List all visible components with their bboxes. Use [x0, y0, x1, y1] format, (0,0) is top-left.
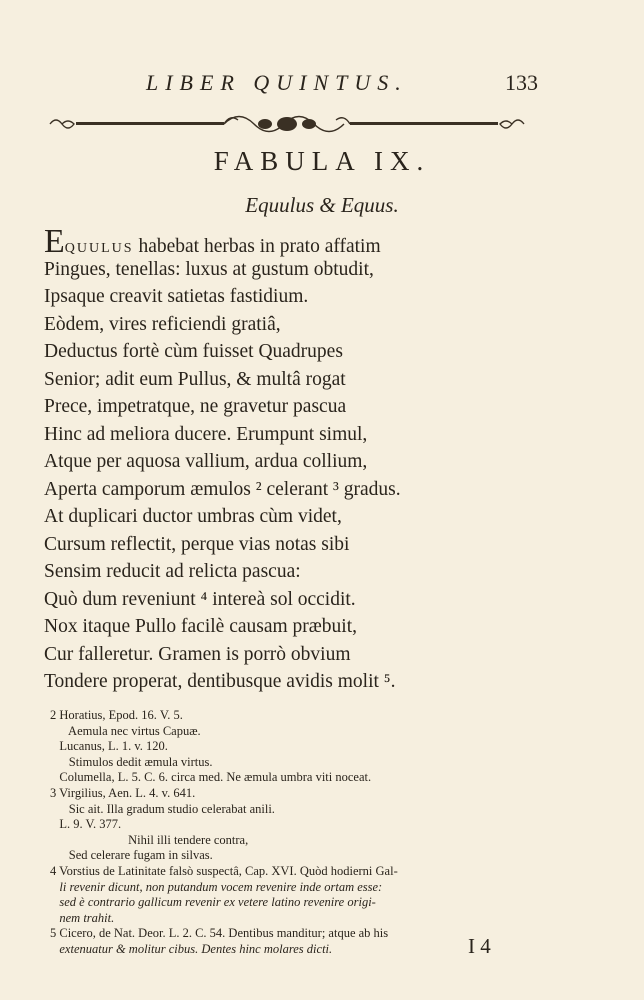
verse-line: Tondere properat, dentibusque avidis molit ⁵.: [44, 671, 396, 692]
footnote-line: 2 Horatius, Epod. 16. V. 5.: [50, 708, 183, 722]
footnote-line: Columella, L. 5. C. 6. circa med. Ne æmula umbra viti noceat.: [50, 770, 372, 785]
verse-line: At duplicari ductor umbras cùm videt,: [44, 506, 342, 527]
verse-line: Hinc ad meliora ducere. Erumpunt simul,: [44, 423, 368, 445]
footnote-line: Sic ait. Illa gradum studio celerabat anili.: [50, 801, 275, 816]
verse-line: Eòdem, vires reficiendi gratiâ,: [44, 313, 281, 335]
footnote-line: Stimulos dedit æmula virtus.: [50, 754, 213, 769]
first-line-text: habebat herbas in prato affatim: [133, 236, 381, 257]
running-head-title: LIBER QUINTUS.: [146, 70, 408, 95]
verse-line: Ipsaque creavit satietas fastidium.: [44, 286, 309, 307]
footnote-line: Aemula nec virtus Capuæ.: [50, 723, 201, 738]
running-head: [0, 70, 644, 100]
footnote-line: li revenir dicunt, non putandum vocem revenire inde ortam esse:: [50, 879, 383, 894]
footnote-line: Sed celerare fugam in silvas.: [50, 848, 213, 863]
footnote-line: Nihil illi tendere contra,: [50, 832, 249, 847]
first-word-smallcaps: QUULUS: [64, 241, 134, 256]
page-number: 133: [505, 70, 538, 95]
fable-subtitle: Equulus & Equus.: [245, 193, 399, 217]
verse-line: Nox itaque Pullo facilè causam præbuit,: [44, 616, 358, 637]
footnote-line: Lucanus, L. 1. v. 120.: [50, 739, 168, 754]
verse-line: Senior; adit eum Pullus, & multâ rogat: [44, 368, 346, 390]
verse-line: Cur falleretur. Gramen is porrò obvium: [44, 643, 351, 665]
footnotes: [50, 708, 550, 958]
verse-line: Atque per aquosa vallium, ardua collium,: [44, 451, 368, 472]
verse-line: Aperta camporum æmulos ² celerant ³ gradus.: [44, 478, 401, 500]
footnote-line: extenuatur & molitur cibus. Dentes hinc molares dicti.: [50, 941, 333, 956]
verse-line: Deductus fortè cùm fuisset Quadrupes: [44, 341, 343, 362]
fable-title: FABULA IX.: [213, 146, 431, 176]
footnote-line: L. 9. V. 377.: [50, 817, 122, 832]
footnote-line: 3 Virgilius, Aen. L. 4. v. 641.: [50, 785, 196, 800]
footnote-line: sed è contrario gallicum revenir ex vetere latino revenire origi-: [50, 895, 376, 910]
verse-line: Sensim reducit ad relicta pascua:: [44, 561, 301, 582]
signature-mark: I 4: [468, 934, 491, 958]
verse-line: Pingues, tenellas: luxus at gustum obtudit,: [44, 258, 374, 280]
verse-line: Prece, impetratque, ne gravetur pascua: [44, 396, 347, 417]
verse-line: [44, 223, 604, 260]
verse-line: Quò dum reveniunt ⁴ intereà sol occidit.: [44, 588, 356, 610]
ornamental-rule: [48, 110, 526, 138]
footnote-line: nem trahit.: [50, 910, 115, 925]
verse-line: Cursum reflectit, perque vias notas sibi: [44, 533, 350, 555]
footnote-line: 4 Vorstius de Latinitate falsò suspectâ, Cap. XVI. Quòd hodierni Gal-: [50, 863, 398, 878]
drop-cap: E: [44, 223, 65, 260]
footnote-line: 5 Cicero, de Nat. Deor. L. 2. C. 54. Dentibus manditur; atque ab his: [50, 926, 389, 941]
verse-block: [44, 223, 604, 696]
